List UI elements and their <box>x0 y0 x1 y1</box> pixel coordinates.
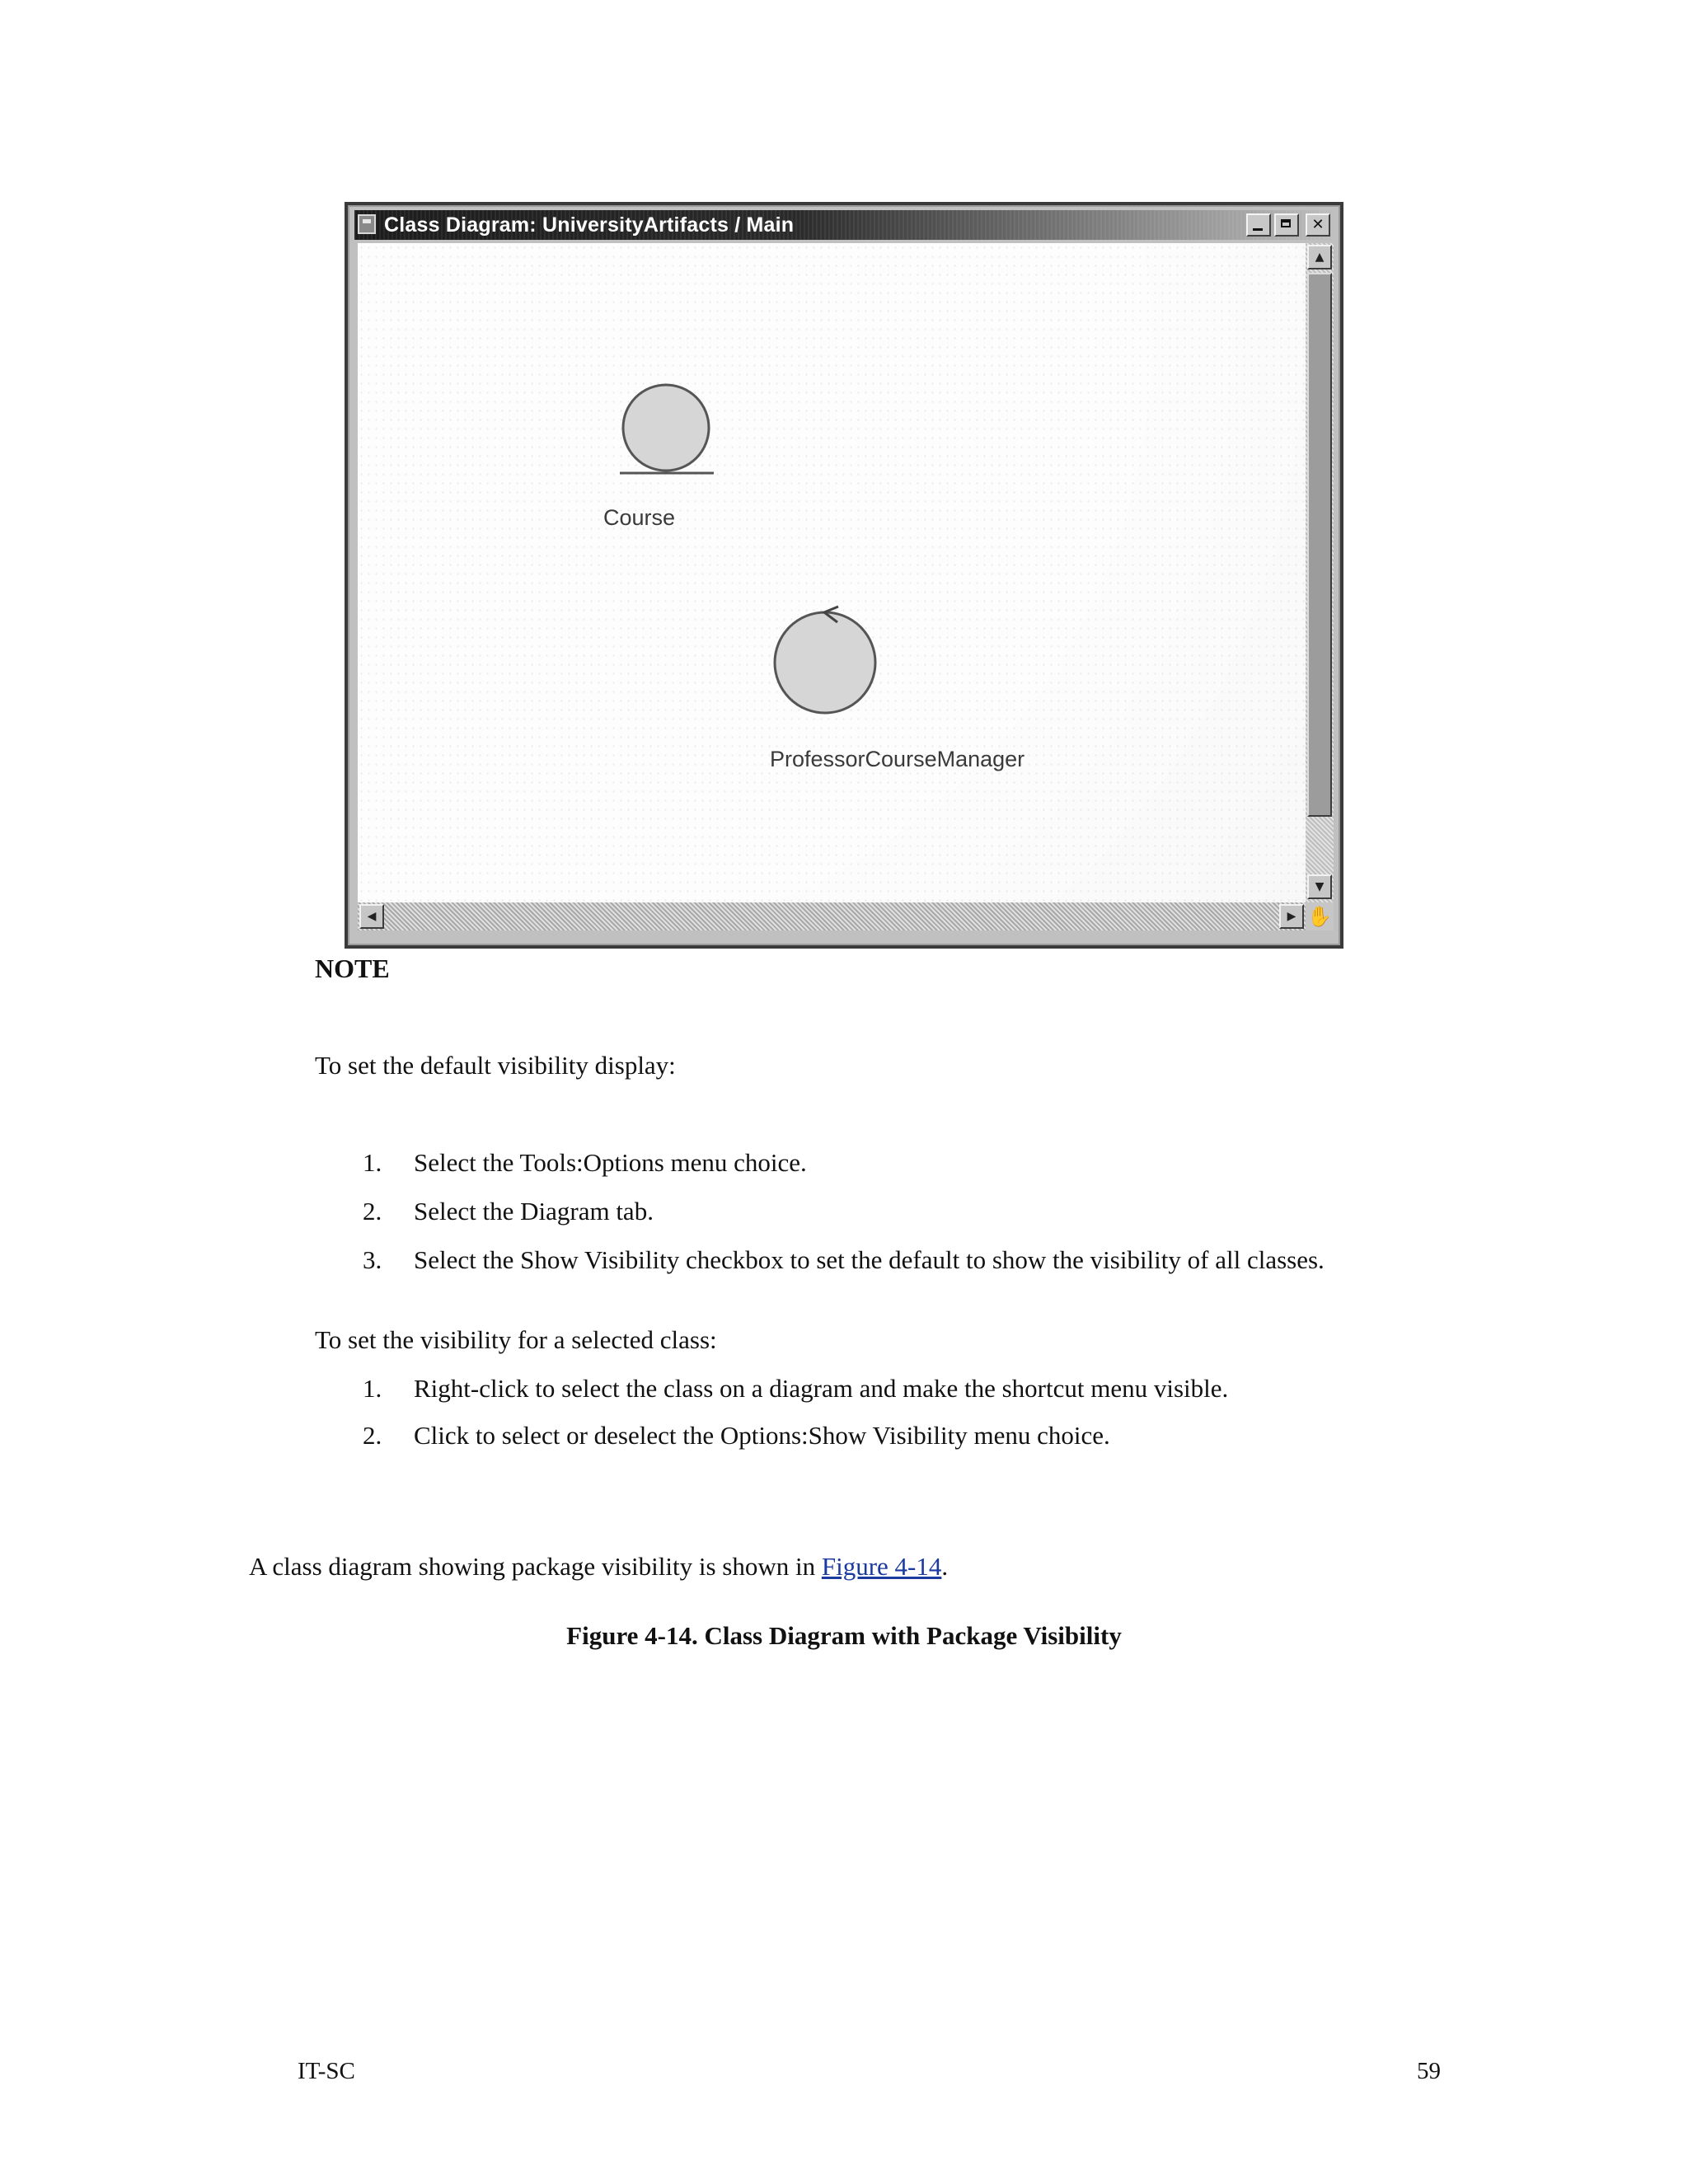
list-text: Right-click to select the class on a diagram and make the shortcut menu visible. <box>414 1374 1229 1403</box>
figure-4-14-link[interactable]: Figure 4-14 <box>821 1552 942 1581</box>
scroll-left-button[interactable]: ◀ <box>359 904 384 929</box>
close-button[interactable]: ✕ <box>1306 213 1330 237</box>
paragraph-end: . <box>941 1552 949 1581</box>
figure-caption: Figure 4-14. Class Diagram with Package Visibility <box>566 1621 1122 1650</box>
course-class-label: Course <box>603 505 676 530</box>
list-text: Select the Diagram tab. <box>414 1197 654 1226</box>
list-text: Select the Show Visibility checkbox to set the default to show the visibility of all classes. <box>414 1245 1325 1274</box>
entity-class-icon <box>623 385 709 471</box>
note-heading: NOTE <box>315 954 390 983</box>
scroll-down-button[interactable]: ▼ <box>1307 874 1332 899</box>
footer-source: IT-SC <box>298 2058 355 2084</box>
list-item <box>363 1244 1376 1307</box>
list-number: 1. <box>363 1148 382 1177</box>
professor-course-manager-class[interactable] <box>770 607 1025 771</box>
vertical-scrollbar[interactable] <box>1306 243 1334 902</box>
window-system-menu-icon[interactable] <box>358 214 376 234</box>
course-class[interactable] <box>603 385 714 530</box>
minimize-icon <box>1253 228 1263 231</box>
hand-grip-icon[interactable]: ✋ <box>1306 902 1334 930</box>
page-number: 59 <box>1417 2058 1441 2084</box>
window-title: Class Diagram: UniversityArtifacts / Main <box>384 213 795 237</box>
maximize-button[interactable] <box>1274 213 1299 237</box>
horizontal-scrollbar[interactable] <box>358 902 1306 930</box>
list-number: 3. <box>363 1245 382 1274</box>
paragraph-text: A class diagram showing package visibility is shown in <box>249 1552 822 1581</box>
vertical-scroll-thumb[interactable] <box>1307 273 1332 817</box>
diagram-canvas[interactable] <box>358 243 1306 902</box>
list-text: Click to select or deselect the Options:Show Visibility menu choice. <box>414 1421 1110 1450</box>
diagram-drawing <box>358 243 1306 902</box>
window-titlebar[interactable] <box>354 210 1334 240</box>
list-number: 2. <box>363 1421 382 1450</box>
control-class-icon <box>775 612 875 713</box>
minimize-button[interactable] <box>1246 213 1271 237</box>
scroll-up-button[interactable]: ▲ <box>1307 245 1332 269</box>
professor-course-manager-label: ProfessorCourseManager <box>770 747 1025 771</box>
maximize-icon <box>1281 219 1291 227</box>
class-diagram-window <box>345 202 1343 949</box>
list-number: 2. <box>363 1197 382 1226</box>
selected-class-intro: To set the visibility for a selected class: <box>315 1325 717 1354</box>
list-number: 1. <box>363 1374 382 1403</box>
body-paragraph <box>249 1551 948 1582</box>
list-text: Select the Tools:Options menu choice. <box>414 1148 807 1177</box>
default-visibility-intro: To set the default visibility display: <box>315 1051 676 1080</box>
scroll-right-button[interactable]: ▶ <box>1279 904 1304 929</box>
